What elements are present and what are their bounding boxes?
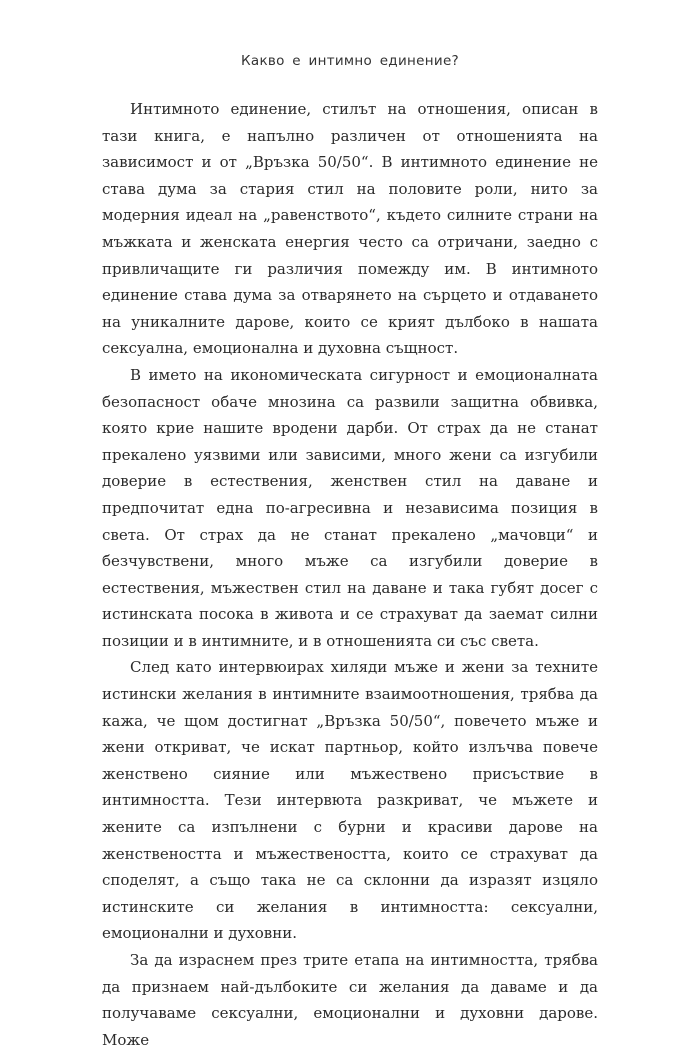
paragraph: В името на икономическата сигурност и емоционалната безопасност обаче мнозина са развили защитна обвивка, която крие нашите вродени дарби. От страх да не станат прекалено уязвими или зависими, много жени са изгубили доверие в естествения, женствен стил на даване и предпочитат една по-агресивна и независима позиция в света. От страх да не станат прекалено „мачовци“ и безчувствени, много мъже са изгубили доверие в естествения, мъжествен стил на даване и така губят досег с истинската посока в живота и се страхуват да заемат силни позиции и в интимните, и в отношенията си със света. xyxy=(102,365,598,650)
body-text xyxy=(102,96,598,1053)
paragraph: За да израснем през трите етапа на интимността, трябва да признаем най-дълбоките си желания да даваме и да получаваме сексуални, емоционални и духовни дарове. Може xyxy=(102,951,598,1049)
running-head-title: Какво е интимно единение? xyxy=(240,53,460,69)
paragraph: След като интервюирах хиляди мъже и жени за техните истински желания в интимните взаимоотношения, трябва да кажа, че щом достигнат „Връзка 50/50“, повечето мъже и жени откриват, че искат партньор, който излъчва повече женствено сияние или мъжествено присъствие в интимността. Тези интервюта разкриват, че мъжете и жените са изпълнени с бурни и красиви дарове на женствеността и мъжествеността, които се страхуват да споделят, а също така не са склонни да изразят изцяло истинските си желания в интимността: сексуални, емоционални и духовни. xyxy=(102,658,598,943)
paragraph: Интимното единение, стилът на отношения, описан в тази книга, е напълно различен от отношенията на зависимост и от „Връзка 50/50“. В интимното единение не става дума за стария стил на половите роли, нито за модерния идеал на „равенството“, където силните страни на мъжката и женската енергия често са отричани, заедно с привличащите ги различия помежду им. В интимното единение става дума за отварянето на сърцето и отдаването на уникалните дарове, които се крият дълбоко в нашата сексуална, емоционална и духовна същност. xyxy=(102,100,598,358)
